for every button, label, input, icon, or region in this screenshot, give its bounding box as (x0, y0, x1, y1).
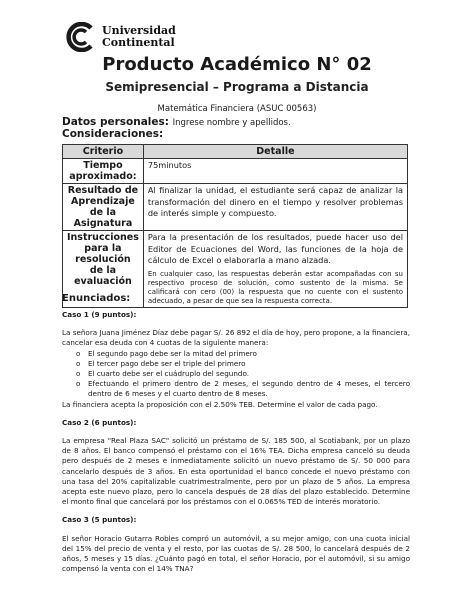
detalle-text: Para la presentación de los resultados, puede hacer uso del Editor de Ecuaciones del Word, las funciones de la hoja de cálculo de Excel o elaborarla a mano alzada. (147, 232, 403, 265)
detalle-cell: 75minutos (143, 159, 407, 184)
course-name: Matemática Financiera (ASUC 00563) (157, 104, 317, 114)
personal-data (62, 116, 291, 128)
list-item: o Efectuando el primero dentro de 2 meses, el segundo dentro de 4 meses, el tercero dentro de 6 meses y el cuarto dentro de 8 meses. (88, 379, 410, 399)
header-criterio: Criterio (63, 145, 144, 159)
university-logo (62, 22, 176, 52)
list-item: o El segundo pago debe ser la mitad del primero (88, 349, 410, 359)
considerations-heading: Consideraciones: (62, 128, 164, 140)
detalle-note: En cualquier caso, las respuestas deberán estar acompañadas con su respectivo proceso de solución, como sustento de la misma. Se calificará con cero (00) la respuesta que no cuente con el sustento adecuado, a pesar de que sea la respuesta correcta. (147, 269, 403, 305)
document-subtitle: Semipresencial – Programa a Distancia (105, 80, 369, 94)
table-row (63, 184, 408, 231)
case3-text: El señor Horacio Gutarra Robles compró un automóvil, a su mejor amigo, con una cuota inicial del 15% del precio de venta y el resto, por las cuotas de S/. 28 500, lo cancelará después de 2 años, 5 meses y 15 días. ¿Cuánto pagó en total, el señor Horacio, por el automóvil, si su amigo compensó la venta con el 14% TNA? (62, 533, 410, 574)
criteria-table (62, 144, 408, 308)
case2-title: Caso 2 (6 puntos): (62, 417, 137, 427)
case1-title: Caso 1 (9 puntos): (62, 310, 137, 319)
personal-data-label: Datos personales: (62, 116, 169, 128)
criterio-cell: Tiempo aproximado: (63, 159, 144, 184)
detalle-cell (143, 231, 407, 308)
logo-line1: Universidad (102, 24, 176, 37)
enunciados-body (62, 310, 410, 574)
logo-text (102, 25, 176, 49)
criterio-cell: Instrucciones para la resolución de la evaluación (63, 231, 144, 308)
table-header-row (63, 145, 408, 159)
continental-logo-icon (62, 22, 96, 52)
detalle-cell: Al finalizar la unidad, el estudiante será capaz de analizar la transformación del dinero en el tiempo y resolver problemas de interés simple y compuesto. (143, 184, 407, 231)
case1-closing: La financiera acepta la proposición con el 2.50% TEB. Determine el valor de cada pago. (62, 399, 378, 409)
header-detalle: Detalle (143, 145, 407, 159)
criterio-cell: Resultado de Aprendizaje de la Asignatura (63, 184, 144, 231)
table-row (63, 159, 408, 184)
list-item: o El tercer pago debe ser el triple del primero (88, 359, 410, 369)
case3-title: Caso 3 (5 puntos): (62, 515, 137, 525)
case2-text: La empresa "Real Plaza SAC" solicitó un préstamo de S/. 185 500, al Scotiabank, por un plazo de 8 años. El banco compensó el préstamo con el 16% TEA. Dicha empresa canceló su deuda pero después de 2 meses e inmediatamente solicitó un nuevo préstamo de S/. 50 000 para cancelarlo después de 3 años. En esta oportunidad el banco concede el nuevo préstamo con una tasa del 20% capitalizable cuatrimestralmente, pero por un plazo de 5 años. La empresa acepta este nuevo plazo, pero lo cancela después de 28 días del plazo establecido. Determine el monto final que cancelará por los préstamos con el 0.065% TED de interés moratorio. (62, 436, 410, 507)
logo-line2: Continental (102, 36, 175, 49)
enunciados-heading: Enunciados: (62, 293, 131, 304)
personal-data-value: Ingrese nombre y apellidos. (172, 118, 291, 128)
document-title: Producto Académico N° 02 (102, 54, 372, 75)
case1-options (62, 349, 410, 400)
case1-intro: La señora Juana Jiménez Díaz debe pagar S/. 26 892 el día de hoy, pero propone, a la financiera, cancelar esa deuda con 4 cuotas de la siguiente manera: (62, 328, 410, 348)
list-item: o El cuarto debe ser el cuádruplo del segundo. (88, 369, 410, 379)
